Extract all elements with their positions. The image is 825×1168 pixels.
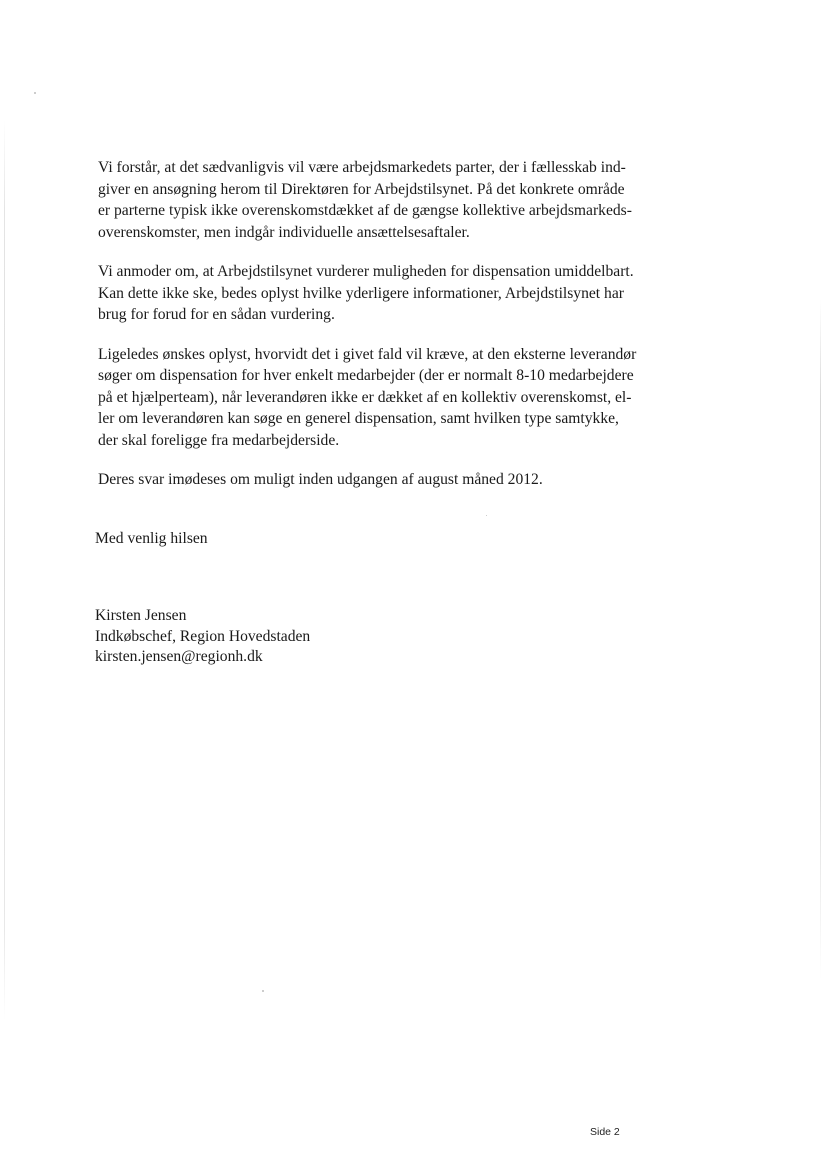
text-line: brug for forud for en sådan vurdering. (98, 306, 335, 323)
text-line: overenskomster, men indgår individuelle ansættelsesaftaler. (98, 223, 470, 241)
scan-edge-right (820, 300, 821, 980)
scan-speck (486, 515, 487, 516)
paragraph-2 (98, 261, 658, 326)
page-number: Side 2 (590, 1126, 620, 1138)
text-line: der skal foreligge fra medarbejderside. (98, 431, 340, 449)
scan-speck (262, 990, 264, 992)
text-line: giver en ansøgning herom til Direktøren for Arbejdstilsynet. På det konkrete område (98, 180, 625, 198)
closing-greeting: Med venlig hilsen (95, 530, 208, 547)
scan-edge-left (4, 120, 5, 1020)
text-line: er parterne typisk ikke overenskomstdækket af de gængse kollektive arbejdsmarkeds- (98, 202, 632, 219)
paragraph-4 (98, 469, 658, 491)
text-line: Kan dette ikke ske, bedes oplyst hvilke yderligere informationer, Arbejdstilsynet har (98, 284, 624, 302)
text-line: Vi anmoder om, at Arbejdstilsynet vurderer muligheden for dispensation umiddelbart. (98, 263, 634, 280)
text-line: søger om dispensation for hver enkelt medarbejder (der er normalt 8-10 medarbejdere (98, 367, 634, 384)
signer-email: kirsten.jensen@regionh.dk (95, 648, 263, 665)
signature-block (95, 606, 310, 668)
text-line: Ligeledes ønskes oplyst, hvorvidt det i givet fald vil kræve, at den eksterne leverandør (98, 345, 637, 363)
paragraph-1 (98, 157, 658, 243)
scan-speck (34, 92, 36, 94)
paragraph-3 (98, 344, 658, 452)
text-line: Vi forstår, at det sædvanligvis vil være arbejdsmarkedets parter, der i fællesskab ind- (98, 159, 626, 176)
text-line: Deres svar imødeses om muligt inden udgangen af august måned 2012. (98, 471, 543, 488)
letter-body (98, 157, 658, 509)
signer-name: Kirsten Jensen (95, 607, 187, 624)
text-line: på et hjælperteam), når leverandøren ikke er dækket af en kollektiv overenskomst, el- (98, 388, 632, 406)
signer-title: Indkøbschef, Region Hovedstaden (95, 627, 311, 645)
text-line: ler om leverandøren kan søge en generel dispensation, samt hvilken type samtykke, (98, 410, 619, 427)
